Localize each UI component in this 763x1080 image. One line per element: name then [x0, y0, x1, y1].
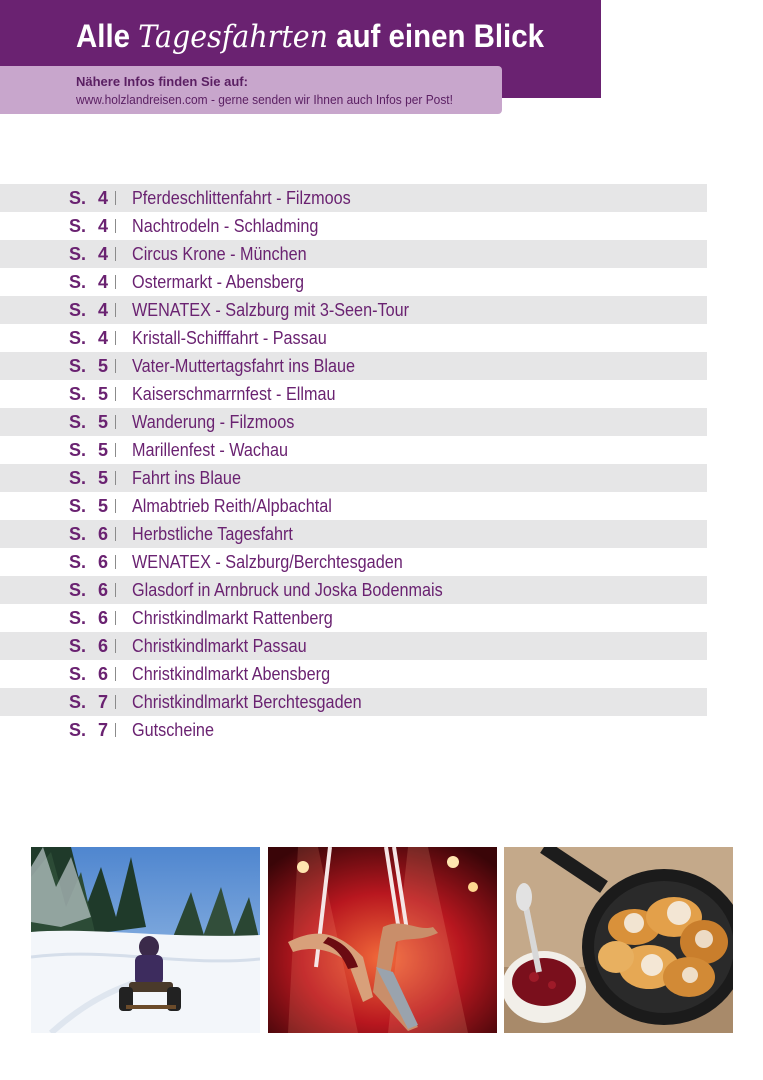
toc-row [0, 688, 707, 716]
trip-title: Circus Krone - München [132, 243, 307, 264]
toc-row [0, 352, 707, 380]
separator-bar [115, 499, 120, 513]
separator-bar [115, 191, 120, 205]
trip-title: Glasdorf in Arnbruck und Joska Bodenmais [132, 579, 443, 600]
page-prefix: S. [69, 523, 87, 544]
separator-bar [115, 415, 120, 429]
trip-title: Kristall-Schifffahrt - Passau [132, 327, 327, 348]
toc-row [0, 296, 707, 324]
page-prefix: S. [69, 635, 87, 656]
toc-row [0, 520, 707, 548]
page-number: 6 [98, 607, 109, 628]
page-title [76, 14, 544, 59]
page-prefix: S. [69, 439, 87, 460]
page-prefix: S. [69, 299, 87, 320]
trip-title: Nachtrodeln - Schladming [132, 215, 319, 236]
page-number: 6 [98, 579, 109, 600]
page-prefix: S. [69, 355, 87, 376]
toc-row [0, 548, 707, 576]
page-number: 5 [98, 439, 109, 460]
page-number: 5 [98, 355, 109, 376]
separator-bar [115, 471, 120, 485]
page-number: 5 [98, 467, 109, 488]
page-prefix: S. [69, 327, 87, 348]
page-prefix: S. [69, 187, 87, 208]
toc-row [0, 436, 707, 464]
separator-bar [115, 443, 120, 457]
page-number: 6 [98, 663, 109, 684]
toc-row [0, 268, 707, 296]
title-script-word: Tagesfahrten [138, 19, 329, 55]
toc-row [0, 212, 707, 240]
trip-title: WENATEX - Salzburg/Berchtesgaden [132, 551, 403, 572]
separator-bar [115, 723, 120, 737]
page-prefix: S. [69, 663, 87, 684]
separator-bar [115, 667, 120, 681]
page-prefix: S. [69, 495, 87, 516]
trip-title: Marillenfest - Wachau [132, 439, 289, 460]
page-prefix: S. [69, 607, 87, 628]
kaiserschmarrn-photo [504, 847, 733, 1033]
trip-title: Christkindlmarkt Berchtesgaden [132, 691, 362, 712]
sledding-photo [31, 847, 260, 1033]
page-prefix: S. [69, 719, 87, 740]
separator-bar [115, 275, 120, 289]
trip-title: Vater-Muttertagsfahrt ins Blaue [132, 355, 356, 376]
page-prefix: S. [69, 551, 87, 572]
circus-photo [268, 847, 497, 1033]
separator-bar [115, 359, 120, 373]
page-number: 4 [98, 243, 109, 264]
page-number: 4 [98, 187, 109, 208]
separator-bar [115, 639, 120, 653]
toc-row [0, 464, 707, 492]
page-number: 5 [98, 383, 109, 404]
trip-title: Pferdeschlittenfahrt - Filzmoos [132, 187, 351, 208]
trip-title: WENATEX - Salzburg mit 3-Seen-Tour [132, 299, 409, 320]
separator-bar [115, 695, 120, 709]
toc-row [0, 324, 707, 352]
toc-row [0, 660, 707, 688]
toc-row [0, 408, 707, 436]
title-part-1: Alle [76, 18, 130, 54]
trip-title: Gutscheine [132, 719, 214, 740]
separator-bar [115, 219, 120, 233]
page-number: 4 [98, 215, 109, 236]
page-number: 7 [98, 719, 109, 740]
toc-list [0, 184, 707, 744]
page-number: 6 [98, 551, 109, 572]
page-number: 6 [98, 523, 109, 544]
toc-row [0, 184, 707, 212]
separator-bar [115, 387, 120, 401]
toc-row [0, 576, 707, 604]
separator-bar [115, 303, 120, 317]
toc-row [0, 240, 707, 268]
page-prefix: S. [69, 383, 87, 404]
page-prefix: S. [69, 579, 87, 600]
page-number: 6 [98, 635, 109, 656]
page-prefix: S. [69, 271, 87, 292]
separator-bar [115, 583, 120, 597]
trip-title: Fahrt ins Blaue [132, 467, 241, 488]
page-prefix: S. [69, 243, 87, 264]
toc-row [0, 380, 707, 408]
page-number: 4 [98, 271, 109, 292]
page-prefix: S. [69, 467, 87, 488]
trip-title: Kaiserschmarrnfest - Ellmau [132, 383, 336, 404]
trip-title: Christkindlmarkt Rattenberg [132, 607, 333, 628]
trip-title: Christkindlmarkt Abensberg [132, 663, 331, 684]
page-number: 5 [98, 495, 109, 516]
separator-bar [115, 527, 120, 541]
toc-row [0, 492, 707, 520]
page-number: 4 [98, 299, 109, 320]
page-number: 4 [98, 327, 109, 348]
page-prefix: S. [69, 691, 87, 712]
trip-title: Wanderung - Filzmoos [132, 411, 295, 432]
page-prefix: S. [69, 411, 87, 432]
separator-bar [115, 247, 120, 261]
trip-title: Herbstliche Tagesfahrt [132, 523, 293, 544]
info-heading: Nähere Infos finden Sie auf: [76, 74, 248, 89]
separator-bar [115, 611, 120, 625]
trip-title: Almabtrieb Reith/Alpbachtal [132, 495, 332, 516]
title-part-2: auf einen Blick [336, 18, 544, 54]
info-website-line: www.holzlandreisen.com - gerne senden wir Ihnen auch Infos per Post! [76, 92, 453, 107]
trip-title: Christkindlmarkt Passau [132, 635, 307, 656]
page-number: 5 [98, 411, 109, 432]
toc-row [0, 716, 707, 744]
page-number: 7 [98, 691, 109, 712]
info-box [0, 66, 502, 114]
trip-title: Ostermarkt - Abensberg [132, 271, 304, 292]
separator-bar [115, 555, 120, 569]
toc-row [0, 604, 707, 632]
toc-row [0, 632, 707, 660]
page-prefix: S. [69, 215, 87, 236]
separator-bar [115, 331, 120, 345]
